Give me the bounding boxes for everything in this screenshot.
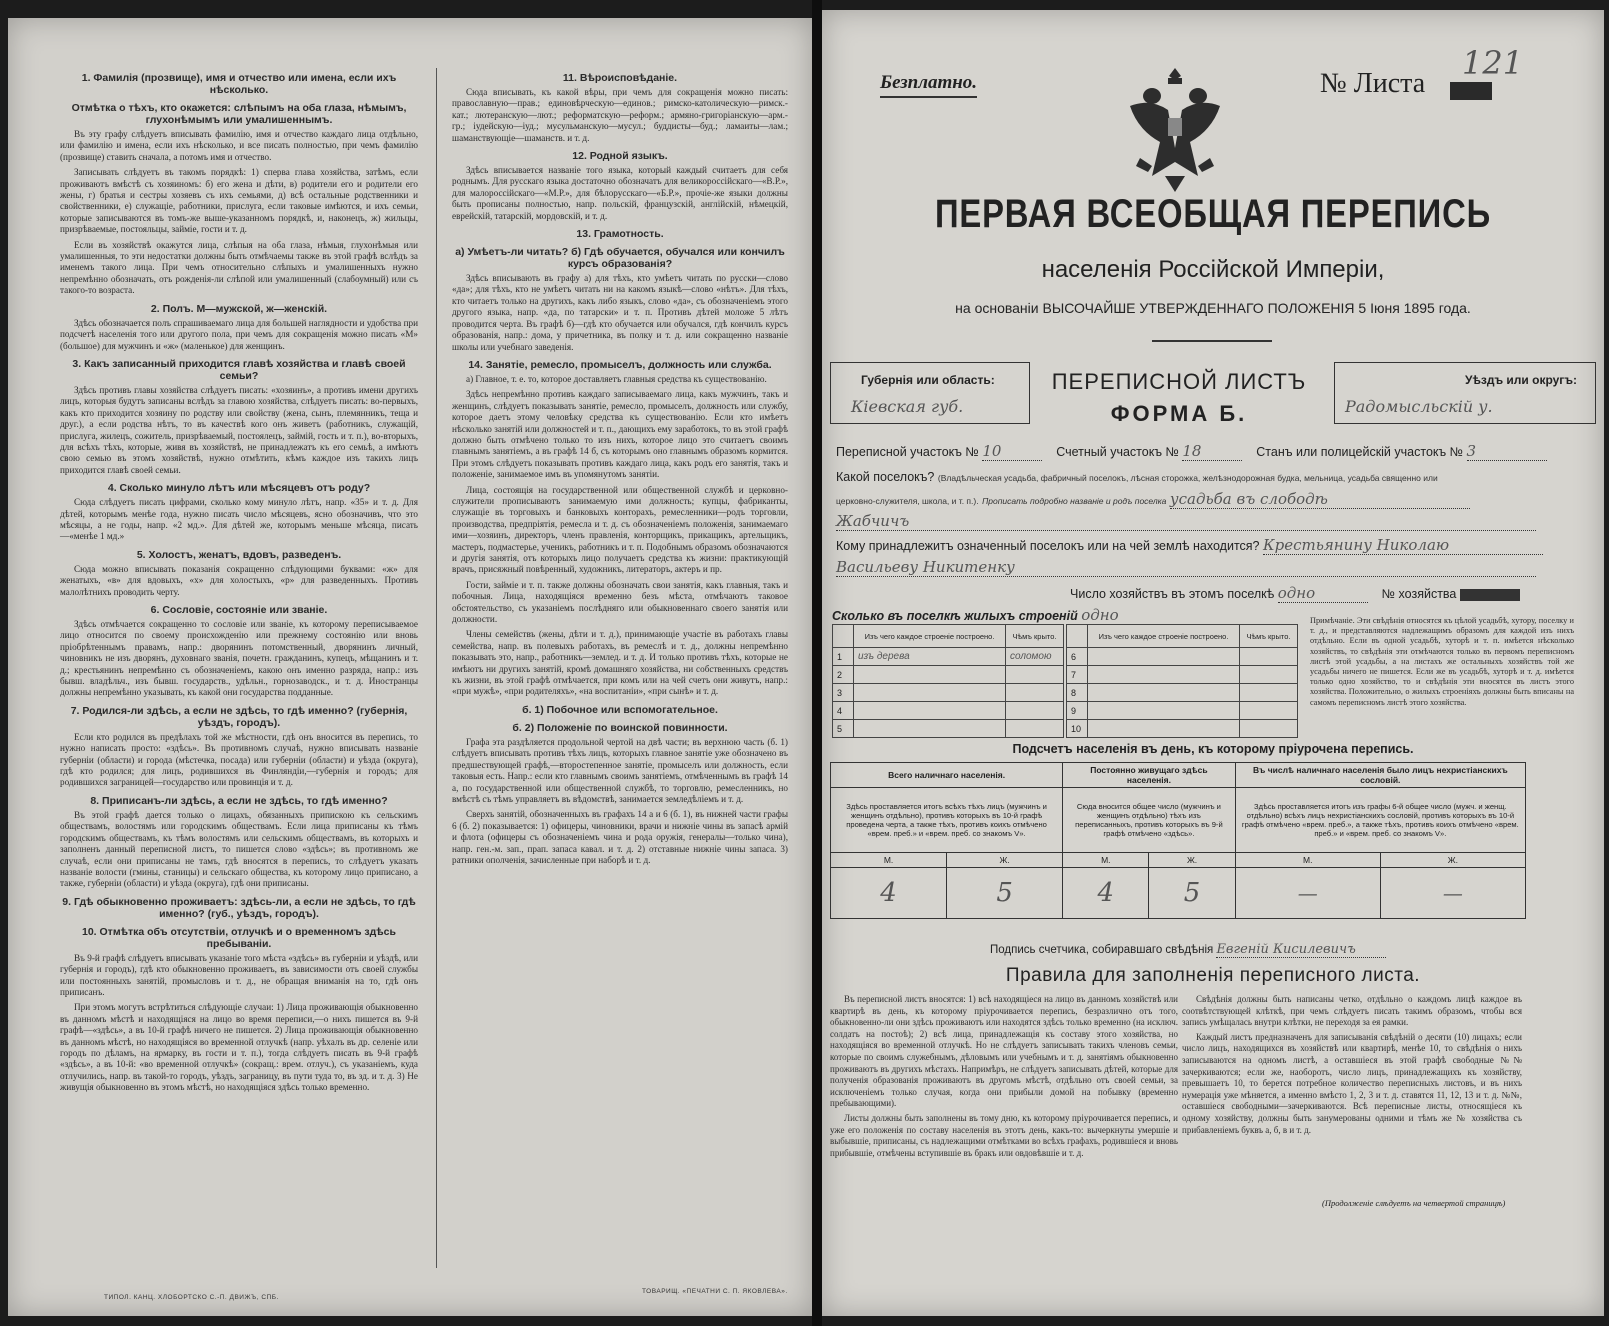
building-material xyxy=(1088,648,1240,666)
building-number: 5 xyxy=(833,720,854,738)
instructions-column-2 xyxy=(452,66,788,870)
building-number: 7 xyxy=(1067,666,1088,684)
total-present-men: 4 xyxy=(831,868,947,919)
double-headed-eagle-emblem xyxy=(1120,58,1230,198)
form-title xyxy=(1036,366,1322,430)
buildings-table-left xyxy=(832,624,1064,738)
tally-zh-1: Ж. xyxy=(947,853,1063,868)
buildings-row xyxy=(832,606,1141,625)
settlement-hint: Прописать подробно названіе и родъ поселка xyxy=(982,496,1167,506)
building-roof xyxy=(1240,648,1298,666)
building-number: 9 xyxy=(1067,702,1088,720)
settlement-value-2: Жабчичъ xyxy=(836,512,1536,531)
stan-value: 3 xyxy=(1467,442,1547,461)
settlement-row-3 xyxy=(836,512,1536,531)
rules-paragraph: Въ переписной листъ вносятся: 1) всѣ находящіеся на лицо въ данномъ хозяйствѣ или квартирѣ въ день, къ которому пріурочивается перепись, безразлично отъ того, обыкновенно-ли они здѣсь проживаютъ или находятся здѣсь только временно (на исключ. солдатъ на постоѣ); 2) всѣ лица, принадлежащія къ составу этого хозяйства, но находящіяся во временной отлучкѣ. Но не слѣдуетъ записывать такихъ членовъ семьи, которые по своимъ служебнымъ, дѣловымъ или учебнымъ и т. д. занятіямъ обыкновенно проживаютъ въ другихъ мѣстахъ. Напримѣръ, не слѣдуетъ записывать дѣтей, которые для полученія образованія проживаютъ въ другомъ мѣстѣ, отдѣльно отъ своей семьи, за исключеніемъ только случая, когда они прибыли домой на побывку (временно пребывающими). xyxy=(830,994,1178,1109)
tally-m-1: М. xyxy=(831,853,947,868)
building-row xyxy=(1067,720,1298,738)
building-number: 2 xyxy=(833,666,854,684)
sheet-number-label: № Листа xyxy=(1320,68,1426,99)
right-imprint: ТОВАРИЩ. «ПЕЧАТНИ С. П. ЯКОВЛЕВА». xyxy=(642,1288,788,1295)
stan-label: Станъ или полицейскій участокъ № xyxy=(1256,445,1464,459)
building-row xyxy=(1067,684,1298,702)
population-tally-table xyxy=(830,762,1526,919)
column-divider xyxy=(436,68,437,1268)
household-number-marking xyxy=(1460,589,1520,601)
building-row xyxy=(833,720,1064,738)
col1-paragraph: При этомъ могутъ встрѣтиться слѣдующіе случаи: 1) Лица проживающія обыкновенно въ данномъ мѣстѣ и находящіяся на лицо во время переписи,—о нихъ пишется въ 9-й графѣ—«здѣсь», а въ 10-й графѣ ничего не пишется. 2) Лица проживающія обыкновенно въ данномъ мѣстѣ, но находящіяся во временной отлучкѣ (напр. уѣхалъ въ др. селеніе или городъ по дѣламъ, на ярмарку, въ гости и т. п.), тогда слѣдуетъ писать въ 9-й графѣ «здѣсь», а въ 10-й: «во временной отлучкѣ» (сокращ.: врем. отлуч.), съ указаніемъ, куда отлучились, напр. въ такой-то городъ, уѣздъ, заграницу, въ пути туда то, въ зд. и т. д. 3) Не живущія обыкновенно въ этомъ мѣстѣ, но находящіяся здѣсь только временно. xyxy=(60,1002,418,1093)
right-page xyxy=(822,10,1604,1316)
building-material xyxy=(854,684,1006,702)
permanent-men: 4 xyxy=(1063,868,1149,919)
signature-value: Евгеній Кисилевичъ xyxy=(1216,942,1386,958)
col1-heading: 4. Сколько минуло лѣтъ или мѣсяцевъ отъ роду? xyxy=(107,482,371,495)
col1-paragraph: Здѣсь обозначается полъ спрашиваемаго лица для большей наглядности и удобства при подсчетѣ населенія того или другого пола, при чемъ для сокращенія можно писать «М» (большое) для мужчинъ и «ж» (маленькое) для женщинъ. xyxy=(60,317,418,351)
free-label: Безплатно. xyxy=(880,72,977,98)
building-roof xyxy=(1240,702,1298,720)
owner-label: Кому принадлежитъ означенный поселокъ или на чей землѣ находится? xyxy=(836,539,1260,553)
building-number: 6 xyxy=(1067,648,1088,666)
col2-heading: 13. Грамотность. xyxy=(576,228,664,241)
roof-header-2: Чѣмъ крыто. xyxy=(1240,625,1298,648)
buildings-label: Сколько въ поселкѣ жилыхъ строеній xyxy=(832,609,1078,623)
counting-section-label: Счетный участокъ № xyxy=(1056,445,1179,459)
settlement-note-2: церковно-служителя, школа, и т. п.). xyxy=(836,496,979,506)
building-material xyxy=(854,720,1006,738)
col1-paragraph: Если кто родился въ предѣлахъ той же мѣстности, гдѣ онъ вносится въ перепись, то нужно написать просто: «здѣсь». Въ противномъ случаѣ, нужно вписывать названіе губерніи (области) и города (мѣстечка, посада) или губерніи (области) и уѣзда (округа), гдѣ кто родился; для лицъ, родившихся въ Финляндіи,—губернія и городъ; для родившихся заграницей—государство или провинція и т. д. xyxy=(60,731,418,788)
settlement-value-1: усадьба въ слободѣ xyxy=(1170,490,1470,509)
building-row xyxy=(833,666,1064,684)
building-roof xyxy=(1006,720,1064,738)
tally-title: Подсчетъ населенія въ день, къ которому пріурочена перепись. xyxy=(1012,742,1414,756)
building-roof: соломою xyxy=(1006,648,1064,666)
col1-heading: Отмѣтка о тѣхъ, кто окажется: слѣпымъ на оба глаза, нѣмымъ, глухонѣмымъ или умалишеннымъ. xyxy=(71,102,407,126)
building-number: 1 xyxy=(833,648,854,666)
material-header: Изъ чего каждое строеніе построено. xyxy=(854,625,1006,648)
form-title-line-1: ПЕРЕПИСНОЙ ЛИСТЪ xyxy=(1051,369,1307,394)
building-material xyxy=(1088,702,1240,720)
building-row xyxy=(1067,702,1298,720)
total-present-women: 5 xyxy=(947,868,1063,919)
building-material: изъ дерева xyxy=(854,648,1006,666)
tally-zh-2: Ж. xyxy=(1149,853,1235,868)
col2-heading: 12. Родной языкъ. xyxy=(572,150,668,163)
continued-note: (Продолженіе слѣдуетъ на четвертой страницѣ) xyxy=(1322,1198,1506,1208)
tally-col1-head: Всего наличнаго населенія. xyxy=(831,763,1063,788)
province-box xyxy=(830,362,1030,424)
col1-heading: 10. Отмѣтка объ отсутствіи, отлучкѣ и о временномъ здѣсь пребываніи. xyxy=(82,925,396,950)
building-number: 4 xyxy=(833,702,854,720)
col2-paragraph: Здѣсь вписывается названіе того языка, который каждый считаетъ для себя роднымъ. Для русскаго языка достаточно обозначатъ для великороссійскаго—«В.Р.», для малороссійскаго—«М.Р.», для бѣлорусскаго—«Б.Р.», прочіе-же языки должны быть прописаны полностью, напр. польскій, французскій, англійскій, нѣмецкій, еврейскій, татарскій, мордовскій, и т. д. xyxy=(452,165,788,221)
building-roof xyxy=(1240,666,1298,684)
tally-m-3: М. xyxy=(1235,853,1380,868)
rules-column-1 xyxy=(830,994,1178,1162)
building-row xyxy=(833,648,1064,666)
enumerator-signature-row xyxy=(990,942,1386,958)
col2-heading: б. 1) Побочное или вспомогательное. xyxy=(522,703,718,716)
col2-paragraph: Члены семействъ (жены, дѣти и т. д.), принимающіе участіе въ работахъ главы семейства, напр. въ полевыхъ работахъ, въ ремеслѣ и т. д., должны непремѣнно показывать это, напр., работникъ—землед. и т. д. И только противъ тѣхъ, которые не имѣютъ ни другихъ занятій, кромѣ домашняго хозяйства, ни собственныхъ средствъ къ жизни, въ этой графѣ отмѣчается, при комъ или на чей счетъ они живутъ, напр.: «при мужѣ», «при родителяхъ», «на воспитаніи», «при сынѣ» и т. д. xyxy=(452,629,788,697)
col1-paragraph: Если въ хозяйствѣ окажутся лица, слѣпыя на оба глаза, нѣмыя, глухонѣмыя или умалишенныя, то эти недостатки должны быть отмѣчаемы также въ этой графѣ вслѣдъ за именемъ такого лица. При чемъ относительно слѣпыхъ и умалишенныхъ нужно непремѣнно обозначать, отъ рожденія-ли слѣпой или умалишенный (слабоумный) или съ такого-то возраста. xyxy=(60,239,418,296)
col1-heading: 6. Сословіе, состояніе или званіе. xyxy=(150,604,328,616)
households-label: Число хозяйствъ въ этомъ поселкѣ xyxy=(1070,587,1275,601)
buildings-note: Примѣчаніе. Эти свѣдѣнія относятся къ цѣлой усадьбѣ, хутору, поселку и т. д., и представляются надлежащимъ образомъ для каждой изъ нихъ отдѣльно. Если въ одной усадьбѣ, хуторѣ и т. п. имѣется нѣсколько хозяйствъ, то свѣдѣнія эти отмѣчаются только въ первомъ переписномъ листѣ этой усадьбы, а на листахъ же остальныхъ хозяйствъ той же усадьбы ничего не пишется. Если же въ усадьбѣ, хуторѣ и т. д. имѣется только одно хозяйство, то и свѣдѣнія эти вносятся въ листъ этого хозяйства. Положительно, о жилыхъ строеніяхъ должны быть вписаны на самомъ переписномъ листѣ этого хозяйства. xyxy=(1310,616,1574,707)
buildings-value: одно xyxy=(1081,606,1141,625)
left-imprint: ТИПОЛ. КАНЦ. ХЛОБОРТСКО С.-П. ДВИЖЪ, СПБ. xyxy=(104,1294,279,1301)
col2-paragraph: Гости, займіе и т. п. также должны обозначать свои занятія, какъ главныя, такъ и побочныя. Лица, находящіяся временно безъ мѣста, отмѣчаютъ таковое обстоятельство, съ указаніемъ послѣдняго или обыкновеннаго своего занятія или должности. xyxy=(452,579,788,625)
rules-column-2 xyxy=(1182,994,1522,1139)
settlement-row-2 xyxy=(836,490,1470,509)
col2-paragraph: Здѣсь непремѣнно противъ каждаго записываемаго лица, какъ мужчинъ, такъ и женщинъ, слѣдуетъ показывать занятіе, ремесло, промыселъ, должность или службу, которое даетъ этому человѣку средства къ существованію. Если кто имѣетъ нѣсколько занятій или должностей и т. п., дающихъ ему заработокъ, то въ этой графѣ должно быть отмѣчено только то изъ нихъ, которое лицо это считаетъ своимъ главнымъ занятіемъ, а въ графѣ 14 б, съ которымъ оно главнымъ образомъ кормится. При этомъ слѣдуетъ показывать противъ каждаго лица, какъ родъ его занятія, такъ и положеніе, занимаемое имъ въ упомянутомъ занятіи. xyxy=(452,389,788,480)
col2-heading: б. 2) Положеніе по воинской повинности. xyxy=(512,721,728,734)
census-section-value: 10 xyxy=(982,442,1042,461)
district-label: Уѣздъ или округъ: xyxy=(1465,373,1578,387)
col2-heading: 11. Вѣроисповѣданіе. xyxy=(562,72,678,84)
col1-heading: 5. Холостъ, женатъ, вдовъ, разведенъ. xyxy=(136,548,342,561)
col1-heading: 8. Приписанъ-ли здѣсь, а если не здѣсь, то гдѣ именно? xyxy=(90,794,388,807)
non-christian-men: — xyxy=(1235,868,1380,919)
households-value: одно xyxy=(1278,584,1368,603)
counting-section-value: 18 xyxy=(1182,442,1242,461)
tally-zh-3: Ж. xyxy=(1380,853,1525,868)
col2-paragraph: а) Главное, т. е. то, которое доставляетъ главныя средства къ существованію. xyxy=(466,373,767,384)
col1-paragraph: Здѣсь противъ главы хозяйства слѣдуетъ писать: «хозяинъ», а противъ имени другихъ лицъ, которыя будутъ записаны вслѣдъ за главою хозяйства, слѣдуетъ писать: во-первыхъ, какъ кто приходится хозяину по родству или свойству (жена, сынъ, племянникъ, теща и друг.), а если родства нѣтъ, то въ качествѣ кого онъ живетъ (работникъ, служащій, прислуга, жилецъ, сожитель, призрѣваемый, постоялецъ, займій, гость и т. п.), во-вторыхъ, для всѣхъ тѣхъ, которые, живя въ хозяйствѣ, не принадлежатъ къ его семьѣ, а имѣютъ свою семью въ этомъ хозяйствѣ, нужно отмѣтить, кѣмъ каждое изъ такихъ лицъ приходится главѣ своей семьи. xyxy=(60,384,418,475)
households-row xyxy=(1070,584,1520,603)
col2-paragraph: Сверхъ занятій, обозначенныхъ въ графахъ 14 а и 6 (б. 1), въ нижней части графы 6 (б. 2) показывается: 1) офицеры, чиновники, врачи и нижніе чины въ запасѣ армій и флота (офицеры съ обозначеніемъ чина и рода оружія, генералы—только чина), напр. ген.-м. зап., прап. запаса кавал. и т. д. 2) отставные нижніе чины запаса. 3) ратники ополченія, зачисленные при наборѣ и т. д. xyxy=(452,809,788,865)
household-number-label: № хозяйства xyxy=(1381,587,1457,601)
rules-paragraph: Каждый листъ предназначенъ для записыванія свѣдѣній о десяти (10) лицахъ; если число лицъ, находящихся въ хозяйствѣ или квартирѣ, менѣе 10, то свѣдѣнія о нихъ записываются на одномъ листѣ, а оставшіеся въ этой графѣ свободные №№ зачеркиваются; если же, наоборотъ, число лицъ, принадлежащихъ къ хозяйству, превышаетъ 10, то берется потребное количество переписныхъ листовъ, и въ нихъ нумерація уже мѣняется, а именно вмѣсто 1, 2, 3 и т. д. ставятся 11, 12, 13 и т. д. №№, оставшіеся свободными—зачеркиваются. Всѣ переписные листы, относящіеся къ одному хозяйству, должны быть занумерованы одними и тѣмъ же № хозяйства съ прибавленіемъ буквъ а, б, в и т. д. xyxy=(1182,1031,1522,1135)
building-row xyxy=(1067,648,1298,666)
title-divider xyxy=(1152,340,1272,342)
roof-header: Чѣмъ крыто. xyxy=(1006,625,1064,648)
settlement-label: Какой поселокъ? xyxy=(836,470,935,484)
col2-paragraph: Лица, состоящія на государственной или общественной службѣ и церковно-служители прописываютъ занимаемую ими должность; купцы, фабриканты, служащіе въ торговыхъ и банковыхъ конторахъ, ремесленники—родъ торговли, производства, предпріятія, ремесла и т. д. съ обозначеніемъ положенія, занимаемаго ими—хозяинъ, директоръ, членъ правленія, конторщикъ, прикащикъ, артельщикъ, мастеръ, подмастерье, ученикъ, работникъ и т. п. Подобнымъ образомъ обозначаются и другія занятія, отъ которыхъ лицо получаетъ средства къ жизни: практикующій врачъ, присяжный повѣренный, художникъ, литераторъ, актеръ и пр. xyxy=(452,484,788,575)
legal-basis: на основаніи ВЫСОЧАЙШЕ УТВЕРЖДЕННАГО ПОЛОЖЕНІЯ 5 Іюня 1895 года. xyxy=(955,300,1471,316)
building-material xyxy=(1088,666,1240,684)
district-box xyxy=(1334,362,1596,424)
tally-m-2: М. xyxy=(1063,853,1149,868)
building-material xyxy=(1088,684,1240,702)
district-value: Радомысльскій у. xyxy=(1345,397,1493,416)
census-section-label: Переписной участокъ № xyxy=(836,445,979,459)
building-row xyxy=(833,684,1064,702)
tally-col1-text: Здѣсь проставляется итогъ всѣхъ тѣхъ лицъ (мужчинъ и женщинъ отдѣльно), противъ которыхъ въ 10-й графѣ проведена черта, а также тѣхъ, противъ коихъ отмѣчено «врем. преб.» и «врем. преб. со знакомъ V». xyxy=(831,788,1063,853)
col2-paragraph: Сюда вписывать, къ какой вѣры, при чемъ для сокращенія можно писать: православную—прав.; единовѣрческую—единов.; римско-католическую—римск.-кат.; лютеранскую—лют.; реформатскую—реформ.; армяно-григоріанскую—арм.-гр.; іудейскую—іуд.; мусульманскую—мусул.; буддисты—буд.; ламаиты—лам.; шаманствующіе—шаманств. и т. д. xyxy=(452,87,788,143)
building-row xyxy=(1067,666,1298,684)
instructions-column-1 xyxy=(60,66,418,1098)
province-value: Кіевская губ. xyxy=(851,397,964,416)
book-gutter xyxy=(812,0,822,1326)
permanent-women: 5 xyxy=(1149,868,1235,919)
col1-paragraph: Въ эту графу слѣдуетъ вписывать фамилію, имя и отчество каждаго лица отдѣльно, или фамилію и имена, если ихъ нѣсколько, и все писать полностью, при чемъ фамилію (прозвище) ставить сначала, а потомъ имя и отчество. xyxy=(60,129,418,162)
settlement-note-1: (Владѣльческая усадьба, фабричный поселокъ, лѣсная сторожка, желѣзнодорожная будка, мельница, усадьба священно или xyxy=(937,473,1438,483)
material-header-2: Изъ чего каждое строеніе построено. xyxy=(1088,625,1240,648)
col1-heading: 1. Фамилія (прозвище), имя и отчество или имена, если ихъ нѣсколько. xyxy=(81,72,397,96)
form-title-line-2: ФОРМА Б. xyxy=(1110,401,1248,426)
building-number: 10 xyxy=(1067,720,1088,738)
building-roof xyxy=(1240,720,1298,738)
buildings-table-right xyxy=(1066,624,1298,738)
building-material xyxy=(854,702,1006,720)
building-number: 8 xyxy=(1067,684,1088,702)
col1-paragraph: Сюда слѣдуетъ писать цифрами, сколько кому минуло лѣтъ, напр. «35» и т. д. Для дѣтей, которымъ менѣе года, нужно писать число мѣсяцевъ, ясно обозначивъ, что это мѣсяцы, а не годы, напр. «2 мд.». Для дѣтей же, которымъ меньше мѣсяца, писать—«менѣе 1 мд.» xyxy=(60,497,418,542)
col1-heading: 3. Какъ записанный приходится главѣ хозяйства и главѣ своей семьи? xyxy=(72,357,406,382)
sheet-number-marking xyxy=(1450,82,1492,100)
page-title: ПЕРВАЯ ВСЕОБЩАЯ ПЕРЕПИСЬ xyxy=(935,192,1491,236)
owner-row-2 xyxy=(836,558,1536,577)
rules-paragraph: Свѣдѣнія должны быть написаны четко, отдѣльно о каждомъ лицѣ каждое въ соотвѣтствующей клѣткѣ, при чемъ слѣдуетъ писать такимъ образомъ, чтобы вся запись умѣщалась внутри клѣтки, не переходя за ея рамки. xyxy=(1182,994,1522,1028)
col1-paragraph: Записывать слѣдуетъ въ такомъ порядкѣ: 1) сперва глава хозяйства, затѣмъ, если проживаютъ вмѣстѣ съ хозяиномъ: б) его жена и дѣти, в) родители его и родители его жены, г) братья и сестры хозяевъ съ ихъ семьями, д) всѣ остальные родственники и свойственники, е) служащіе, работники, прислуга, если таковые имѣются, и ихъ семьи, которые записываются въ томъ-же выше-указанномъ порядкѣ, и, наконецъ, ж) жильцы, призрѣваемые, постояльцы, займіе, гости и т. д. xyxy=(60,167,418,235)
building-roof xyxy=(1006,702,1064,720)
building-roof xyxy=(1006,684,1064,702)
col2-paragraph: Здѣсь вписывають въ графу а) для тѣхъ, кто умѣетъ читать по русски—слово «да»; для тѣхъ, кто не умѣетъ читать ни на какомъ языкѣ—слово «нѣтъ». Для тѣхъ, кто читаетъ только на другихъ, какъ либо языкъ, слово «да», съ обозначеніемъ этого другого языка, напр. «да, по татарски» и т. п. Противъ дѣтей моложе 5 лѣтъ проводится черта. Въ графѣ б)—гдѣ кто обучается или обучался, гдѣ кончилъ курсъ образованія, напр.: дома, у причетника, въ полку и т. д. или сокращенно названіе школы или учебнаго заведенія. xyxy=(452,273,788,352)
rules-paragraph: Листы должны быть заполнены въ тому дню, къ которому пріурочивается перепись, и уже его положенія по составу населенія въ этотъ день, какъ-то: вычеркнуты умершіе и выбывшіе, приписаны, съ надлежащими отмѣтками во всѣхъ графахъ, родившіеся и вновь прибывшіе, отмѣчены вступившіе въ бракъ или овдовѣвшіе и т. д. xyxy=(830,1112,1178,1158)
building-material xyxy=(1088,720,1240,738)
owner-value-2: Васильеву Никитенку xyxy=(836,558,1536,577)
rules-title: Правила для заполненія переписного листа. xyxy=(1005,965,1421,986)
left-page xyxy=(8,18,812,1316)
col1-paragraph: Въ 9-й графѣ слѣдуетъ вписывать указаніе того мѣста «здѣсь» въ губерніи и уѣздѣ, или губернія и городъ), гдѣ кто обыкновенно проживаетъ, въ зависимости отъ своей службы или постоянныхъ занятій, промысловъ и т. д., не обращая вниманія на то, гдѣ онъ приписанъ. xyxy=(60,952,418,997)
tally-col2-text: Сюда вносится общее число (мужчинъ и женщинъ отдѣльно) тѣхъ изъ переписанныхъ, противъ которыхъ въ 9-й графѣ отмѣчено «здѣсь». xyxy=(1063,788,1236,853)
col1-heading: 9. Гдѣ обыкновенно проживаетъ: здѣсь-ли, а если не здѣсь, то гдѣ именно? (губ., уѣздъ, городъ). xyxy=(62,895,416,920)
building-material xyxy=(854,666,1006,684)
col2-paragraph: Графа эта раздѣляется продольной чертой на двѣ части; въ верхнюю часть (б. 1) слѣдуетъ вписывать противъ тѣхъ лицъ, которыхъ главное занятіе уже обозначено въ предшествующей графѣ,—второстепенное занятіе, промыселъ или должность, если таковыя есть. Напр.: если кто главнымъ своимъ занятіемъ, отмѣченнымъ въ графѣ 14 а, по государственной или общественной службѣ, то торговлю, ремесленникъ, но вмѣстѣ съ тѣмъ управляетъ въ вѣдомствѣ, занимается земледѣліемъ и т. д. xyxy=(452,736,788,804)
tally-col2-head: Постоянно живущаго здѣсь населенія. xyxy=(1063,763,1236,788)
col1-paragraph: Сюда можно вписывать показанія сокращенно слѣдующими буквами: «ж» для женатыхъ, «в» для вдовыхъ, «х» для холостыхъ, «р» для разведенныхъ. Противъ малолѣтнихъ проводить черту. xyxy=(60,563,418,597)
col1-paragraph: Въ этой графѣ дается только о лицахъ, обязанныхъ припискою къ сельскимъ обществамъ, волостямъ или городскимъ обществамъ. Если лица приписаны къ тѣмъ городскимъ обществамъ, къ тѣмъ волостямъ или сельскимъ обществамъ, въ которыхъ и заполненъ данный переписной листъ, то пишется слово «здѣсь»; въ противномъ же случаѣ, если они приписаны не тамъ, гдѣ вносятся в перепись, то слѣдуетъ указать названіе волости (гмины, станицы) и сельскаго общества, къ которому лицо приписано, а также, губерніи (области) и уѣзда (округа), гдѣ они приписаны. xyxy=(60,809,418,889)
tally-col3-head: Въ числѣ наличнаго населенія было лицъ нехристіанскихъ сословій. xyxy=(1235,763,1525,788)
settlement-row xyxy=(836,470,1438,484)
tally-col3-text: Здѣсь проставляется итогъ изъ графы 6-й общее число (мужч. и женщ. отдѣльно) всѣхъ лицъ нехристіанскихъ сословій, противъ которыхъ въ 10-й графѣ отмѣчено «врем. преб.», а также тѣхъ, противъ коихъ отмѣчено «врем. преб.» и «врем. преб. со знакомъ V». xyxy=(1235,788,1525,853)
col2-heading: а) Умѣетъ-ли читать? б) Гдѣ обучается, обучался или кончилъ курсъ образованія? xyxy=(455,246,785,271)
building-number: 3 xyxy=(833,684,854,702)
col1-paragraph: Здѣсь отмѣчается сокращенно то сословіе или званіе, къ которому переписываемое лицо относится по своему происхожденію или прежнему состоянію или вновь пріобрѣтеннымъ правамъ, напр.: дворянинъ потомственный, дворянинъ личный, чиновникъ не изъ дворянъ, духовнаго званія, почетн. гражданинъ, купецъ, мѣщанинъ и т. д.; крестьянинъ непремѣнно съ обозначеніемъ, какою онъ именно разряда, напр.: изъ бывш. владѣльч., изъ бывш. государств., удѣльн., горнозаводск., и т. д. Иностранцы должны непремѣнно указывать, къ какой они государства подданные. xyxy=(60,619,418,698)
page-subtitle: населенія Россійской Имперіи, xyxy=(1041,256,1385,283)
sheet-number-handwritten: 121 xyxy=(1462,44,1524,82)
non-christian-women: — xyxy=(1380,868,1525,919)
census-row xyxy=(836,442,1547,461)
owner-row xyxy=(836,536,1543,555)
signature-label: Подпись счетчика, собиравшаго свѣдѣнія xyxy=(990,944,1214,956)
col2-heading: 14. Занятіе, ремесло, промыселъ, должность или служба. xyxy=(468,358,772,371)
owner-value-1: Крестьянину Николаю xyxy=(1263,536,1543,555)
building-roof xyxy=(1006,666,1064,684)
col1-heading: 7. Родился-ли здѣсь, а если не здѣсь, то гдѣ именно? (губернія, уѣздъ, городъ). xyxy=(70,704,408,729)
col1-heading: 2. Полъ. М—мужской, ж—женскій. xyxy=(150,302,328,315)
building-row xyxy=(833,702,1064,720)
province-label: Губернія или область: xyxy=(861,373,995,387)
building-roof xyxy=(1240,684,1298,702)
